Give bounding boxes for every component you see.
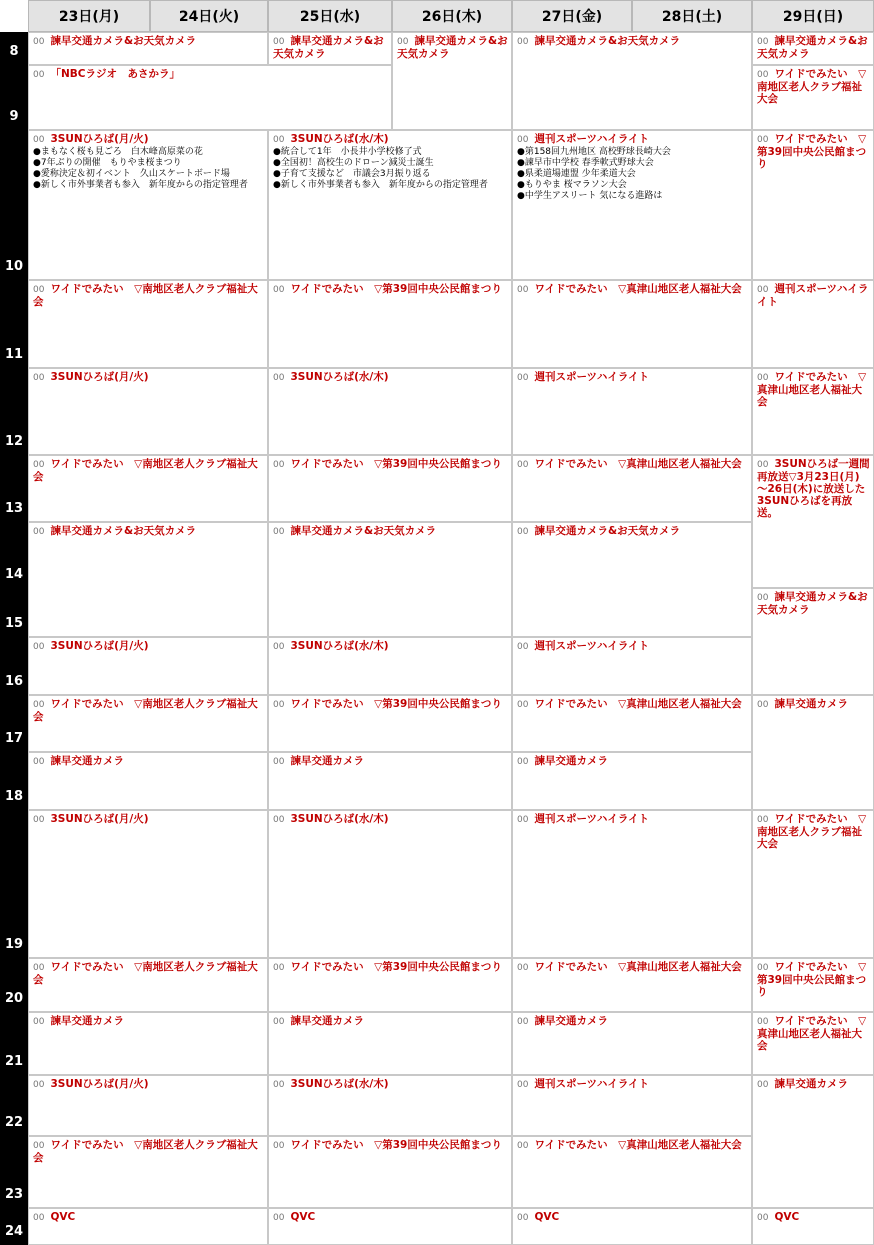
minute-label: 00: [273, 815, 285, 825]
program-cell[interactable]: [268, 455, 512, 522]
program-cell[interactable]: [268, 1012, 512, 1075]
program-title: ワイドでみたい ▽南地区老人クラブ福祉大会: [33, 698, 258, 723]
program-title: 3SUNひろば(水/木): [290, 813, 389, 825]
program-cell[interactable]: [28, 810, 268, 958]
minute-label: 00: [517, 460, 529, 470]
day-header-27: 27日(金): [512, 0, 632, 32]
program-cell[interactable]: [752, 588, 874, 695]
program-detail-line: ●子育て支援など 市議会3月振り返る: [273, 169, 431, 179]
program-title: 諫早交通カメラ&お天気カメラ: [50, 525, 197, 537]
hour-label-20: 20: [0, 958, 28, 1012]
program-cell[interactable]: [28, 637, 268, 695]
minute-label: 00: [517, 1141, 529, 1151]
hour-label-19: 19: [0, 810, 28, 958]
program-title: 諫早交通カメラ: [290, 1015, 364, 1027]
program-cell[interactable]: [752, 32, 874, 65]
program-title: ワイドでみたい ▽南地区老人クラブ福祉大会: [757, 813, 867, 850]
program-title: 3SUNひろば(月/火): [50, 1078, 149, 1090]
minute-label: 00: [517, 815, 529, 825]
minute-label: 00: [517, 963, 529, 973]
program-title: 3SUNひろば(水/木): [290, 640, 389, 652]
program-cell[interactable]: [512, 637, 752, 695]
program-cell[interactable]: [512, 1208, 752, 1245]
program-title: ワイドでみたい ▽南地区老人クラブ福祉大会: [757, 68, 867, 105]
program-title: 諫早交通カメラ: [774, 1078, 848, 1090]
program-cell[interactable]: [392, 32, 512, 130]
program-cell[interactable]: [268, 1136, 512, 1208]
program-title: 諫早交通カメラ&お天気カメラ: [290, 525, 437, 537]
program-cell[interactable]: [28, 32, 268, 65]
program-cell[interactable]: [752, 130, 874, 280]
program-cell[interactable]: [28, 695, 268, 752]
program-title: 諫早交通カメラ&お天気カメラ: [534, 35, 681, 47]
program-cell[interactable]: [752, 368, 874, 455]
minute-label: 00: [517, 1017, 529, 1027]
day-header-28: 28日(土): [632, 0, 752, 32]
minute-label: 00: [273, 527, 285, 537]
program-title: ワイドでみたい ▽第39回中央公民館まつり: [757, 961, 867, 998]
program-cell[interactable]: [268, 32, 392, 65]
day-header-23: 23日(月): [28, 0, 150, 32]
program-title: 諫早交通カメラ&お天気カメラ: [534, 525, 681, 537]
program-title: 3SUNひろば(月/火): [50, 813, 149, 825]
program-cell[interactable]: [512, 522, 752, 637]
minute-label: 00: [33, 527, 45, 537]
minute-label: 00: [757, 700, 769, 710]
program-details: [33, 147, 264, 191]
program-detail-line: ●統合して1年 小長井小学校修了式: [273, 147, 422, 157]
minute-label: 00: [33, 963, 45, 973]
hour-label-21: 21: [0, 1012, 28, 1075]
program-title: ワイドでみたい ▽真津山地区老人福祉大会: [534, 1139, 742, 1151]
program-title: ワイドでみたい ▽第39回中央公民館まつり: [290, 1139, 502, 1151]
program-cell[interactable]: [512, 368, 752, 455]
program-title: 週刊スポーツハイライト: [534, 640, 650, 652]
minute-label: 00: [273, 1080, 285, 1090]
program-cell[interactable]: [512, 130, 752, 280]
minute-label: 00: [517, 1080, 529, 1090]
program-title: 諫早交通カメラ: [50, 755, 124, 767]
program-title: ワイドでみたい ▽真津山地区老人福祉大会: [534, 698, 742, 710]
program-detail-line: ●県柔道場連盟 少年柔道大会: [517, 169, 636, 179]
program-title: ワイドでみたい ▽真津山地区老人福祉大会: [534, 458, 742, 470]
program-detail-line: ●新しく市外事業者も参入 新年度からの指定管理者: [33, 180, 248, 190]
program-cell[interactable]: [752, 1075, 874, 1208]
minute-label: 00: [33, 815, 45, 825]
minute-label: 00: [517, 285, 529, 295]
hour-label-12: 12: [0, 368, 28, 455]
minute-label: 00: [757, 593, 769, 603]
minute-label: 00: [33, 285, 45, 295]
program-title: ワイドでみたい ▽第39回中央公民館まつり: [290, 698, 502, 710]
program-detail-line: ●第158回九州地区 高校野球長崎大会: [517, 147, 671, 157]
program-cell[interactable]: [28, 1208, 268, 1245]
minute-label: 00: [273, 642, 285, 652]
minute-label: 00: [517, 757, 529, 767]
minute-label: 00: [273, 373, 285, 383]
program-detail-line: ●愛称決定＆初イベント 久山スケートボード場: [33, 169, 230, 179]
program-title: 諫早交通カメラ: [290, 755, 364, 767]
minute-label: 00: [517, 527, 529, 537]
program-title: ワイドでみたい ▽南地区老人クラブ福祉大会: [33, 961, 258, 986]
program-cell[interactable]: [268, 368, 512, 455]
hour-label-13: 13: [0, 455, 28, 522]
program-detail-line: ●諫早市中学校 春季軟式野球大会: [517, 158, 654, 168]
hour-label-17: 17: [0, 695, 28, 752]
program-title: 3SUNひろば(月/火): [50, 133, 149, 145]
program-title: 3SUNひろば(月/火): [50, 371, 149, 383]
program-cell[interactable]: [28, 130, 268, 280]
minute-label: 00: [33, 1213, 45, 1223]
program-cell[interactable]: [28, 280, 268, 368]
program-cell[interactable]: [512, 32, 752, 130]
minute-label: 00: [273, 285, 285, 295]
program-title: 週刊スポーツハイライト: [757, 283, 869, 308]
program-title: ワイドでみたい ▽第39回中央公民館まつり: [757, 133, 867, 170]
hour-label-23: 23: [0, 1136, 28, 1208]
program-cell[interactable]: [28, 1075, 268, 1136]
program-cell[interactable]: [28, 522, 268, 637]
program-title: 諫早交通カメラ: [774, 698, 848, 710]
program-cell[interactable]: [752, 1012, 874, 1075]
program-title: 3SUNひろば(月/火): [50, 640, 149, 652]
minute-label: 00: [757, 285, 769, 295]
program-title: ワイドでみたい ▽真津山地区老人福祉大会: [534, 961, 742, 973]
minute-label: 00: [273, 460, 285, 470]
program-detail-line: ●新しく市外事業者も参入 新年度からの指定管理者: [273, 180, 488, 190]
program-title: 諫早交通カメラ&お天気カメラ: [50, 35, 197, 47]
minute-label: 00: [33, 135, 45, 145]
program-cell[interactable]: [268, 958, 512, 1012]
program-title: 3SUNひろば(水/木): [290, 371, 389, 383]
hour-label-24: 24: [0, 1208, 28, 1245]
hour-label-10: 10: [0, 130, 28, 280]
program-title: 週刊スポーツハイライト: [534, 1078, 650, 1090]
program-cell[interactable]: [512, 280, 752, 368]
program-detail-line: ●7年ぶりの開催 もりやま桜まつり: [33, 158, 182, 168]
program-detail-line: ●全国初！高校生のドローン減災士誕生: [273, 158, 434, 168]
program-cell[interactable]: [268, 637, 512, 695]
program-cell[interactable]: [28, 958, 268, 1012]
hour-label-18: 18: [0, 752, 28, 810]
minute-label: 00: [397, 37, 409, 47]
program-cell[interactable]: [268, 130, 512, 280]
minute-label: 00: [33, 1141, 45, 1151]
program-details: [273, 147, 508, 191]
day-header-24: 24日(火): [150, 0, 268, 32]
program-cell[interactable]: [28, 1012, 268, 1075]
program-title: 諫早交通カメラ: [534, 1015, 608, 1027]
hour-label-22: 22: [0, 1075, 28, 1136]
minute-label: 00: [273, 1141, 285, 1151]
program-cell[interactable]: [512, 455, 752, 522]
minute-label: 00: [273, 1017, 285, 1027]
minute-label: 00: [273, 1213, 285, 1223]
program-title: ワイドでみたい ▽第39回中央公民館まつり: [290, 458, 502, 470]
program-title: 週刊スポーツハイライト: [534, 371, 650, 383]
program-cell[interactable]: [268, 810, 512, 958]
hour-label-15: 15: [0, 588, 28, 637]
program-cell[interactable]: [512, 752, 752, 810]
program-detail-line: ●まもなく桜も見ごろ 白木峰高原菜の花: [33, 147, 203, 157]
minute-label: 00: [33, 373, 45, 383]
program-title: ワイドでみたい ▽真津山地区老人福祉大会: [757, 371, 867, 408]
program-title: 3SUNひろば一週間再放送▽3月23日(月)～26日(木)に放送した3SUNひろばを再放送。: [757, 458, 870, 519]
minute-label: 00: [33, 37, 45, 47]
minute-label: 00: [757, 135, 769, 145]
day-header-26: 26日(木): [392, 0, 512, 32]
program-title: QVC: [774, 1211, 800, 1223]
program-title: 諫早交通カメラ&お天気カメラ: [273, 35, 384, 60]
program-cell[interactable]: [268, 695, 512, 752]
minute-label: 00: [33, 1017, 45, 1027]
program-title: QVC: [290, 1211, 316, 1223]
minute-label: 00: [517, 700, 529, 710]
program-cell[interactable]: [28, 455, 268, 522]
hour-label-11: 11: [0, 280, 28, 368]
minute-label: 00: [33, 70, 45, 80]
program-cell[interactable]: [268, 522, 512, 637]
program-cell[interactable]: [752, 695, 874, 810]
minute-label: 00: [517, 373, 529, 383]
program-title: 「NBCラジオ あさかラ」: [50, 68, 180, 80]
minute-label: 00: [757, 1080, 769, 1090]
program-title: QVC: [50, 1211, 76, 1223]
program-cell[interactable]: [752, 958, 874, 1012]
minute-label: 00: [273, 700, 285, 710]
program-title: 3SUNひろば(水/木): [290, 1078, 389, 1090]
program-title: 諫早交通カメラ&お天気カメラ: [757, 591, 868, 616]
program-cell[interactable]: [268, 1208, 512, 1245]
program-details: [517, 147, 748, 202]
minute-label: 00: [273, 135, 285, 145]
minute-label: 00: [273, 963, 285, 973]
program-cell[interactable]: [28, 1136, 268, 1208]
minute-label: 00: [757, 70, 769, 80]
program-detail-line: ●中学生アスリート 気になる進路は: [517, 191, 663, 201]
program-title: QVC: [534, 1211, 560, 1223]
program-title: ワイドでみたい ▽真津山地区老人福祉大会: [757, 1015, 867, 1052]
program-cell[interactable]: [268, 752, 512, 810]
minute-label: 00: [33, 1080, 45, 1090]
program-title: 週刊スポーツハイライト: [534, 813, 650, 825]
minute-label: 00: [33, 700, 45, 710]
day-header-29: 29日(日): [752, 0, 874, 32]
program-cell[interactable]: [752, 1208, 874, 1245]
program-detail-line: ●もりやま 桜マラソン大会: [517, 180, 627, 190]
minute-label: 00: [757, 37, 769, 47]
minute-label: 00: [757, 1213, 769, 1223]
program-title: 週刊スポーツハイライト: [534, 133, 650, 145]
minute-label: 00: [33, 460, 45, 470]
minute-label: 00: [757, 373, 769, 383]
minute-label: 00: [33, 757, 45, 767]
program-cell[interactable]: [512, 695, 752, 752]
minute-label: 00: [757, 460, 769, 470]
program-cell[interactable]: [512, 810, 752, 958]
program-title: 諫早交通カメラ: [534, 755, 608, 767]
corner-cell: [0, 0, 28, 32]
program-title: 諫早交通カメラ&お天気カメラ: [397, 35, 508, 60]
program-cell[interactable]: [512, 1075, 752, 1136]
program-title: ワイドでみたい ▽第39回中央公民館まつり: [290, 961, 502, 973]
program-title: ワイドでみたい ▽南地区老人クラブ福祉大会: [33, 1139, 258, 1164]
hour-label-14: 14: [0, 522, 28, 588]
program-cell[interactable]: [268, 1075, 512, 1136]
program-cell[interactable]: [512, 1136, 752, 1208]
program-cell[interactable]: [752, 455, 874, 588]
program-cell[interactable]: [512, 1012, 752, 1075]
program-cell[interactable]: [28, 752, 268, 810]
minute-label: 00: [517, 642, 529, 652]
program-title: ワイドでみたい ▽南地区老人クラブ福祉大会: [33, 283, 258, 308]
hour-label-8: 8: [0, 32, 28, 65]
program-title: ワイドでみたい ▽真津山地区老人福祉大会: [534, 283, 742, 295]
minute-label: 00: [273, 757, 285, 767]
minute-label: 00: [517, 1213, 529, 1223]
program-cell[interactable]: [268, 280, 512, 368]
program-title: 3SUNひろば(水/木): [290, 133, 389, 145]
program-title: ワイドでみたい ▽第39回中央公民館まつり: [290, 283, 502, 295]
minute-label: 00: [33, 642, 45, 652]
minute-label: 00: [757, 1017, 769, 1027]
program-cell[interactable]: [28, 65, 392, 130]
program-cell[interactable]: [512, 958, 752, 1012]
program-title: ワイドでみたい ▽南地区老人クラブ福祉大会: [33, 458, 258, 483]
hour-label-9: 9: [0, 65, 28, 130]
program-cell[interactable]: [28, 368, 268, 455]
minute-label: 00: [757, 963, 769, 973]
minute-label: 00: [517, 135, 529, 145]
program-title: 諫早交通カメラ&お天気カメラ: [757, 35, 868, 60]
program-cell[interactable]: [752, 280, 874, 368]
minute-label: 00: [517, 37, 529, 47]
minute-label: 00: [757, 815, 769, 825]
program-cell[interactable]: [752, 810, 874, 958]
hour-label-16: 16: [0, 637, 28, 695]
minute-label: 00: [273, 37, 285, 47]
program-title: 諫早交通カメラ: [50, 1015, 124, 1027]
program-cell[interactable]: [752, 65, 874, 130]
day-header-25: 25日(水): [268, 0, 392, 32]
